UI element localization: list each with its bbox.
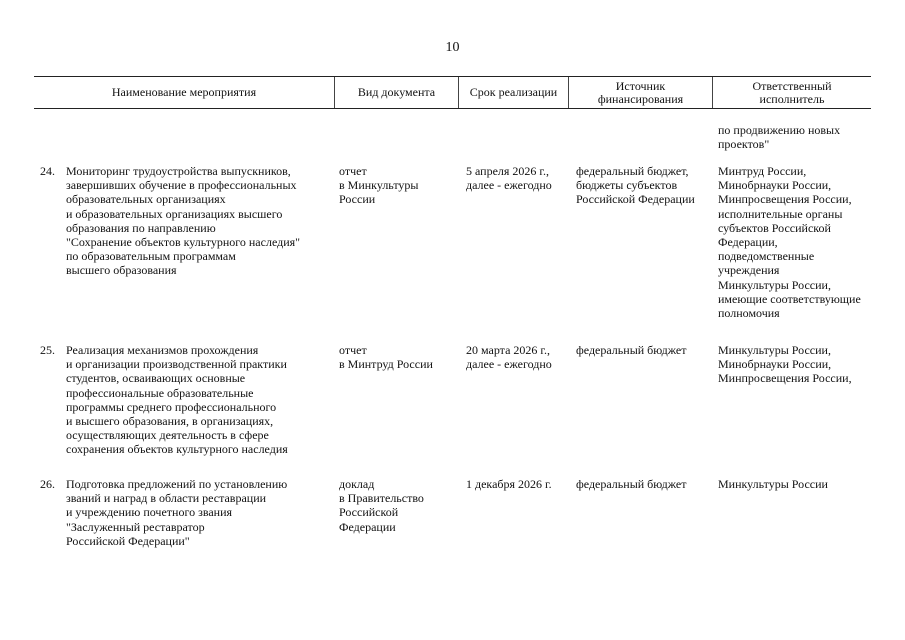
- table-header: [34, 76, 871, 109]
- row-24-funding: федеральный бюджет, бюджеты субъектов Российской Федерации: [576, 164, 695, 207]
- row-26-doc-type: доклад в Правительство Российской Федерации: [339, 477, 424, 534]
- row-26-number: 26.: [40, 477, 55, 491]
- row-24-doc-type: отчет в Минкультуры России: [339, 164, 419, 207]
- header-doc-type: Вид документа: [334, 77, 458, 108]
- row-24-executor: Минтруд России, Минобрнауки России, Минпросвещения России, исполнительные органы субъектов Российской Федерации, подведомственные учреждения Минкультуры России, имеющие соответствующие полномочия: [718, 164, 861, 321]
- header-executor: Ответственный исполнитель: [712, 77, 871, 108]
- page-number: 10: [445, 40, 460, 55]
- header-deadline: Срок реализации: [458, 77, 568, 108]
- row-26-deadline: 1 декабря 2026 г.: [466, 477, 552, 491]
- row-25-deadline: 20 марта 2026 г., далее - ежегодно: [466, 343, 552, 372]
- row-25-name: Реализация механизмов прохождения и организации производственной практики студентов, осваивающих основные профессиональные образовательные программы среднего профессионального и высшего образования, в организациях, осуществляющих деятельность в сфере сохранения объектов культурного наследия: [66, 343, 288, 457]
- row-25-doc-type: отчет в Минтруд России: [339, 343, 433, 372]
- row-24-name: Мониторинг трудоустройства выпускников, завершивших обучение в профессиональных образовательных организациях и образовательных организациях высшего образования по направлению "Сохранение объектов культурного наследия" по образовательным программам высшего образования: [66, 164, 301, 278]
- carryover-executor: по продвижению новых проектов": [718, 123, 841, 152]
- row-24-number: 24.: [40, 164, 55, 178]
- row-26-name: Подготовка предложений по установлению званий и наград в области реставрации и учреждению почетного звания "Заслуженный реставратор Российской Федерации": [66, 477, 288, 548]
- header-name: Наименование мероприятия: [111, 85, 257, 99]
- row-26-executor: Минкультуры России: [718, 477, 828, 491]
- row-26-funding: федеральный бюджет: [576, 477, 687, 491]
- row-25-executor: Минкультуры России, Минобрнауки России, Минпросвещения России,: [718, 343, 852, 386]
- header-funding: Источник финансирования: [568, 77, 712, 108]
- row-25-number: 25.: [40, 343, 55, 357]
- row-25-funding: федеральный бюджет: [576, 343, 687, 357]
- row-24-deadline: 5 апреля 2026 г., далее - ежегодно: [466, 164, 552, 193]
